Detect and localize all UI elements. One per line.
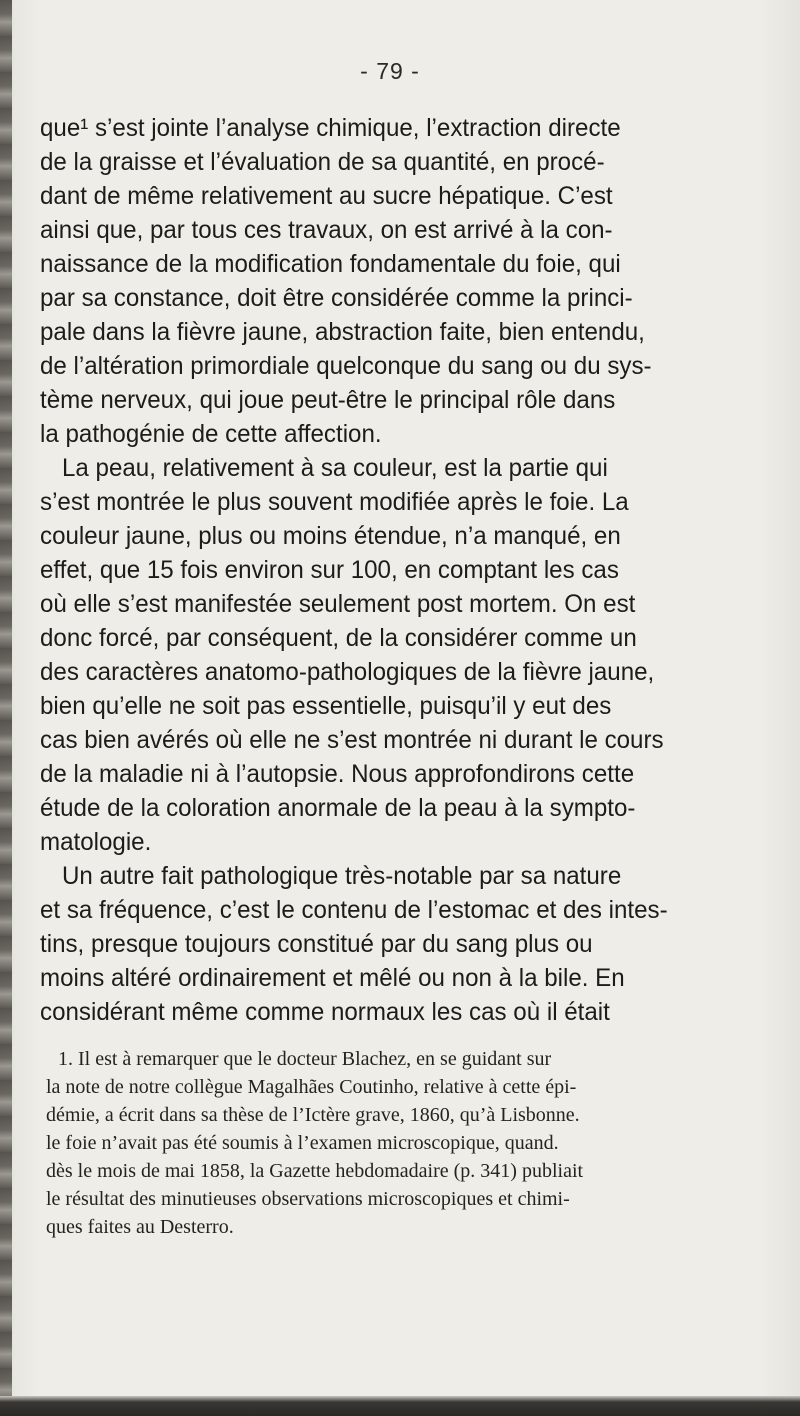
text-line: naissance de la modification fondamentale du foie, qui xyxy=(40,250,621,278)
text-line: s’est montrée le plus souvent modifiée après le foie. La xyxy=(40,488,629,516)
text-line: cas bien avérés où elle ne s’est montrée ni durant le cours xyxy=(40,726,664,754)
footnote-line: le foie n’avait pas été soumis à l’examen microscopique, quand. xyxy=(46,1132,559,1154)
footnote-line: ques faites au Desterro. xyxy=(46,1216,234,1238)
text-line: de la maladie ni à l’autopsie. Nous approfondirons cette xyxy=(40,760,635,788)
text-line: moins altéré ordinairement et mêlé ou non à la bile. En xyxy=(40,964,625,992)
footnote-line: 1. Il est à remarquer que le docteur Blachez, en se guidant sur xyxy=(58,1048,552,1070)
text-line: tème nerveux, qui joue peut-être le principal rôle dans xyxy=(40,386,616,414)
text-line: effet, que 15 fois environ sur 100, en comptant les cas xyxy=(40,556,619,584)
page-bottom-edge xyxy=(0,1396,800,1416)
text-line: où elle s’est manifestée seulement post mortem. On est xyxy=(40,590,636,618)
text-line: tins, presque toujours constitué par du sang plus ou xyxy=(40,930,593,958)
paragraph-start-line: Un autre fait pathologique très-notable par sa nature xyxy=(62,862,622,890)
text-line: étude de la coloration anormale de la peau à la sympto- xyxy=(40,794,636,822)
footnote-line: démie, a écrit dans sa thèse de l’Ictère grave, 1860, qu’à Lisbonne. xyxy=(46,1104,580,1126)
footnote-line: la note de notre collègue Magalhães Coutinho, relative à cette épi- xyxy=(46,1076,577,1098)
text-line: de l’altération primordiale quelconque du sang ou du sys- xyxy=(40,352,652,380)
book-binding-edge xyxy=(0,0,12,1416)
footnote-line: dès le mois de mai 1858, la Gazette hebdomadaire (p. 341) publiait xyxy=(46,1160,584,1182)
text-line: matologie. xyxy=(40,828,152,856)
text-line: considérant même comme normaux les cas où il était xyxy=(40,998,610,1026)
text-line: couleur jaune, plus ou moins étendue, n’a manqué, en xyxy=(40,522,621,550)
page-number: - 79 - xyxy=(360,58,420,84)
text-line: pale dans la fièvre jaune, abstraction faite, bien entendu, xyxy=(40,318,645,346)
text-line: ainsi que, par tous ces travaux, on est arrivé à la con- xyxy=(40,216,613,244)
text-line: de la graisse et l’évaluation de sa quantité, en procé- xyxy=(40,148,605,176)
text-line: la pathogénie de cette affection. xyxy=(40,420,382,448)
text-line: donc forcé, par conséquent, de la considérer comme un xyxy=(40,624,637,652)
paragraph-start-line: La peau, relativement à sa couleur, est la partie qui xyxy=(62,454,608,482)
text-line: dant de même relativement au sucre hépatique. C’est xyxy=(40,182,613,210)
text-line: des caractères anatomo-pathologiques de la fièvre jaune, xyxy=(40,658,655,686)
footnote-line: le résultat des minutieuses observations microscopiques et chimi- xyxy=(46,1188,570,1210)
text-line: et sa fréquence, c’est le contenu de l’estomac et des intes- xyxy=(40,896,668,924)
text-line: que¹ s’est jointe l’analyse chimique, l’extraction directe xyxy=(40,114,621,142)
text-line: par sa constance, doit être considérée comme la princi- xyxy=(40,284,633,312)
text-line: bien qu’elle ne soit pas essentielle, puisqu’il y eut des xyxy=(40,692,612,720)
